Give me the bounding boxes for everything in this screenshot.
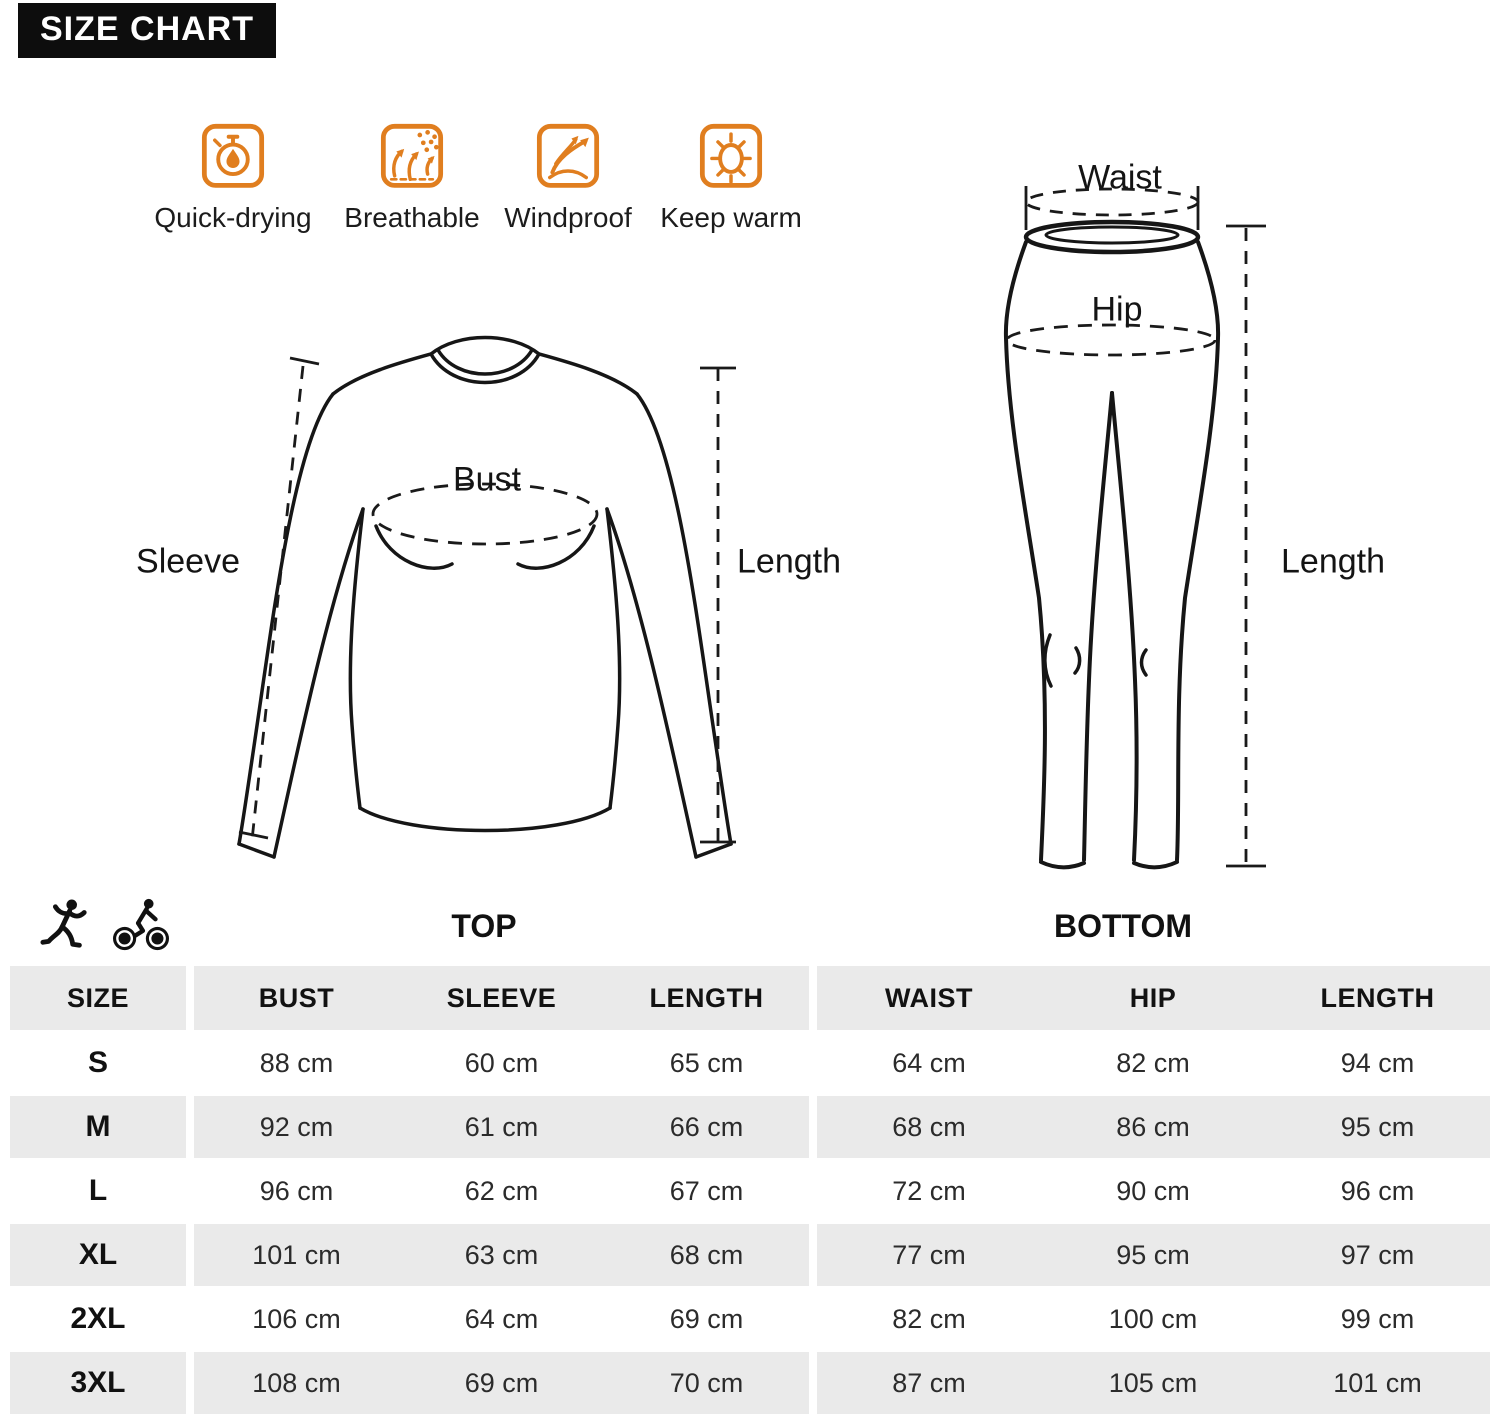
sleeve-label: Sleeve bbox=[136, 542, 240, 581]
column-gap bbox=[186, 1096, 194, 1158]
column-gap bbox=[186, 966, 194, 1030]
header-cell-sleeve: SLEEVE bbox=[399, 966, 604, 1030]
table-row-3xl bbox=[10, 1352, 1490, 1414]
value-cell: 100 cm bbox=[1108, 1303, 1198, 1334]
feature-label: Breathable bbox=[344, 202, 480, 233]
value-cell: 105 cm bbox=[1041, 1352, 1265, 1414]
top-garment-diagram bbox=[100, 330, 900, 890]
value-cell: 64 cm bbox=[464, 1303, 539, 1334]
value-cell: 66 cm bbox=[604, 1096, 809, 1158]
value-cell: 70 cm bbox=[604, 1352, 809, 1414]
size-cell: M bbox=[10, 1096, 186, 1158]
size-table bbox=[10, 966, 1490, 1416]
value-cell: 64 cm bbox=[892, 1047, 966, 1078]
keep-warm-icon bbox=[698, 113, 764, 190]
top-section-title: TOP bbox=[451, 908, 517, 944]
value-cell: 67 cm bbox=[669, 1175, 744, 1206]
feature-label: Keep warm bbox=[660, 202, 802, 233]
value-cell: 82 cm bbox=[892, 1303, 966, 1334]
value-cell: 77 cm bbox=[817, 1224, 1041, 1286]
table-row-s bbox=[10, 1032, 1490, 1094]
table-row-xl bbox=[10, 1224, 1490, 1286]
value-cell: 87 cm bbox=[817, 1352, 1041, 1414]
hip-dimension-ellipse bbox=[1007, 325, 1215, 355]
header-cell-hip: HIP bbox=[1041, 966, 1265, 1030]
value-cell: 88 cm bbox=[259, 1047, 334, 1078]
header-cell-bust: BUST bbox=[194, 966, 399, 1030]
value-cell: 68 cm bbox=[817, 1096, 1041, 1158]
value-cell: 72 cm bbox=[892, 1175, 966, 1206]
bottom-garment-diagram bbox=[960, 140, 1460, 890]
value-cell: 96 cm bbox=[1340, 1175, 1415, 1206]
header-cell-bottom-length: LENGTH bbox=[1265, 966, 1490, 1030]
cyclist-icon bbox=[110, 897, 172, 953]
size-cell: 2XL bbox=[70, 1302, 126, 1335]
column-gap bbox=[809, 1096, 817, 1158]
feature-label: Windproof bbox=[504, 202, 632, 233]
header-cell-waist: WAIST bbox=[817, 966, 1041, 1030]
header-cell-size: SIZE bbox=[10, 966, 186, 1030]
knee-crease-mark bbox=[1142, 650, 1147, 675]
value-cell: 95 cm bbox=[1041, 1224, 1265, 1286]
value-cell: 60 cm bbox=[464, 1047, 539, 1078]
breathable-icon bbox=[379, 113, 445, 190]
size-cell: 3XL bbox=[10, 1352, 186, 1414]
bottom-section-title: BOTTOM bbox=[1053, 908, 1193, 944]
size-cell: S bbox=[87, 1046, 108, 1079]
value-cell: 92 cm bbox=[194, 1096, 399, 1158]
column-gap bbox=[186, 1288, 194, 1350]
column-gap bbox=[809, 1224, 817, 1286]
column-gap bbox=[809, 1160, 817, 1222]
value-cell: 101 cm bbox=[1265, 1352, 1490, 1414]
column-gap bbox=[186, 1352, 194, 1414]
column-gap bbox=[186, 1224, 194, 1286]
value-cell: 99 cm bbox=[1340, 1303, 1415, 1334]
knee-crease-mark bbox=[1075, 648, 1080, 673]
value-cell: 97 cm bbox=[1265, 1224, 1490, 1286]
column-gap bbox=[809, 1032, 817, 1094]
column-gap bbox=[809, 966, 817, 1030]
value-cell: 68 cm bbox=[604, 1224, 809, 1286]
windproof-icon bbox=[535, 113, 601, 190]
value-cell: 69 cm bbox=[399, 1352, 604, 1414]
quick-drying-icon bbox=[200, 113, 266, 190]
value-cell: 61 cm bbox=[399, 1096, 604, 1158]
waist-label: Waist bbox=[1078, 158, 1162, 197]
top-length-label: Length bbox=[737, 542, 841, 581]
value-cell: 82 cm bbox=[1116, 1047, 1190, 1078]
feature-label: Quick-drying bbox=[154, 202, 312, 233]
value-cell: 86 cm bbox=[1041, 1096, 1265, 1158]
hip-label: Hip bbox=[1091, 290, 1143, 329]
table-row-2xl bbox=[10, 1288, 1490, 1350]
table-header-row bbox=[10, 966, 1490, 1030]
value-cell: 63 cm bbox=[399, 1224, 604, 1286]
value-cell: 95 cm bbox=[1265, 1096, 1490, 1158]
value-cell: 69 cm bbox=[669, 1303, 744, 1334]
size-chart-badge-label: SIZE CHART bbox=[40, 10, 254, 48]
size-cell: L bbox=[88, 1174, 108, 1207]
column-gap bbox=[809, 1288, 817, 1350]
bust-label: Bust bbox=[452, 460, 522, 499]
column-gap bbox=[186, 1160, 194, 1222]
header-cell-top-length: LENGTH bbox=[604, 966, 809, 1030]
value-cell: 62 cm bbox=[464, 1175, 539, 1206]
value-cell: 106 cm bbox=[252, 1303, 341, 1334]
value-cell: 65 cm bbox=[669, 1047, 744, 1078]
runner-icon bbox=[40, 897, 90, 953]
size-chart-badge bbox=[18, 3, 276, 58]
value-cell: 90 cm bbox=[1116, 1175, 1190, 1206]
size-cell: XL bbox=[10, 1224, 186, 1286]
column-gap bbox=[186, 1032, 194, 1094]
bottom-length-label: Length bbox=[1281, 542, 1385, 581]
table-row-l bbox=[10, 1160, 1490, 1222]
feature-keep-warm bbox=[621, 113, 841, 234]
value-cell: 96 cm bbox=[259, 1175, 334, 1206]
value-cell: 94 cm bbox=[1340, 1047, 1415, 1078]
table-row-m bbox=[10, 1096, 1490, 1158]
sleeve-dimension-line bbox=[252, 366, 303, 840]
sports-icons bbox=[40, 897, 172, 953]
value-cell: 101 cm bbox=[194, 1224, 399, 1286]
value-cell: 108 cm bbox=[194, 1352, 399, 1414]
column-gap bbox=[809, 1352, 817, 1414]
